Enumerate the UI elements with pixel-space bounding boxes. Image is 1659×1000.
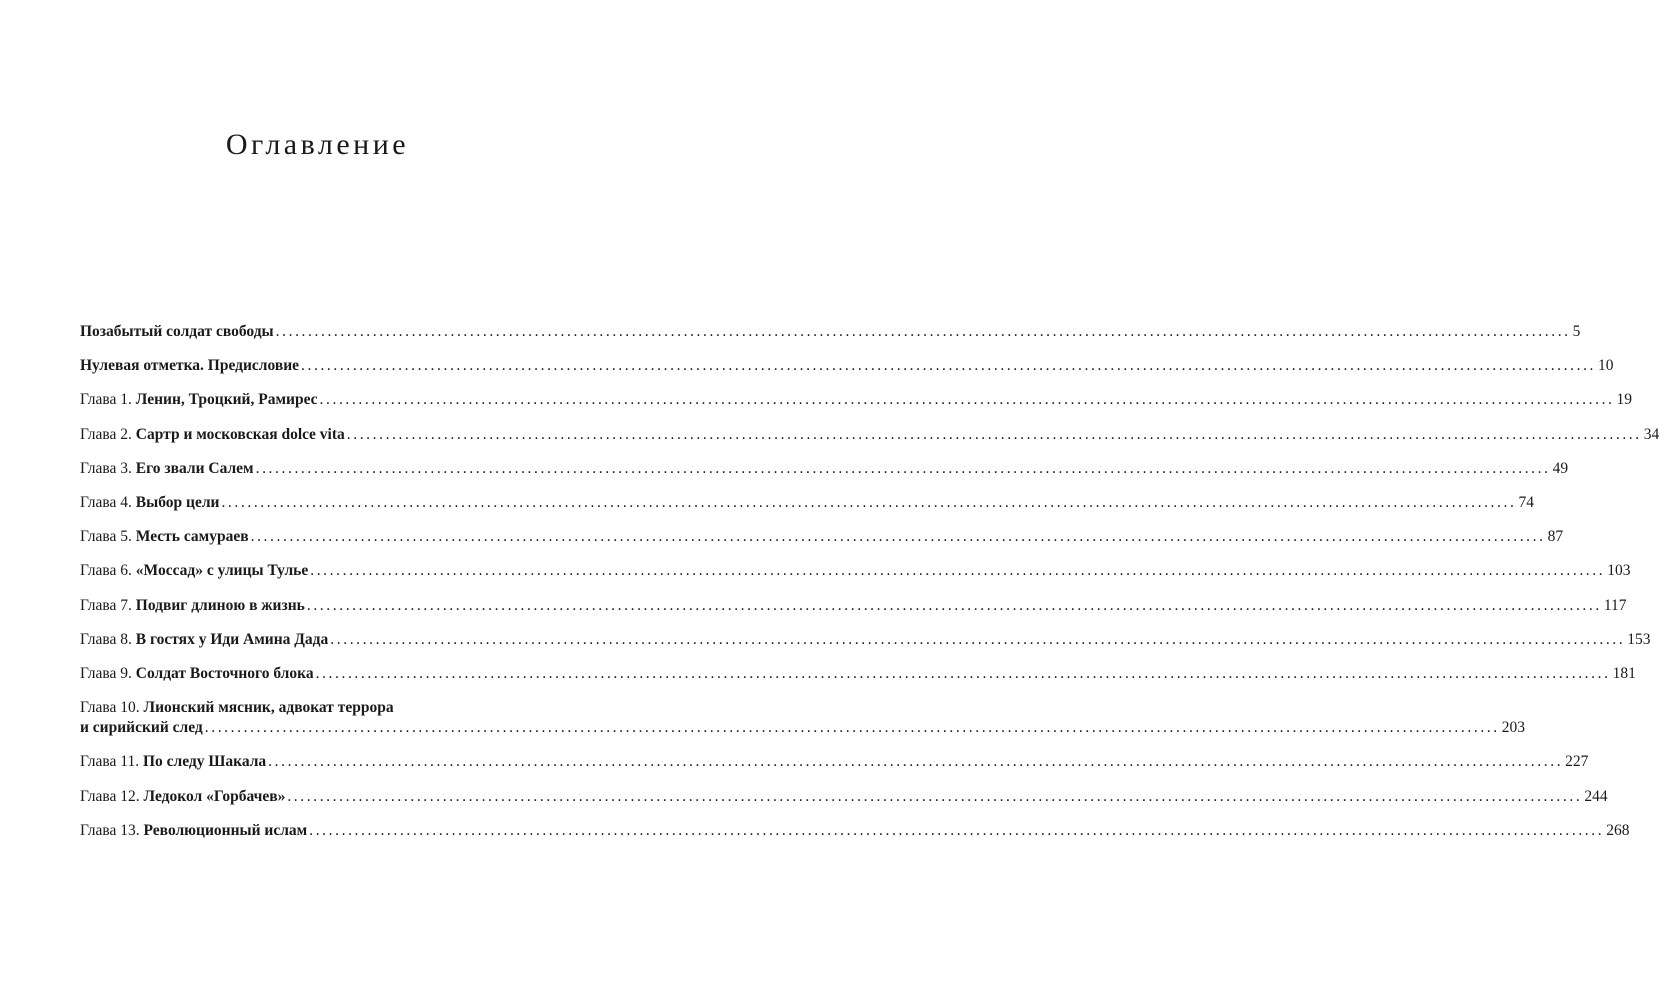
- chapter-number: Глава 4.: [80, 494, 132, 511]
- dot-leader: ........................................................................................................................................................................................................: [268, 753, 1564, 771]
- chapter-number: Глава 2.: [80, 425, 132, 443]
- toc-entry[interactable]: [80, 664, 1636, 684]
- chapter-title: Ледокол «Горбачев»: [143, 787, 286, 805]
- toc-entry[interactable]: [80, 787, 1608, 807]
- chapter-number: Глава 12.: [80, 787, 140, 805]
- chapter-title: Выбор цели: [135, 494, 220, 511]
- chapter-number: Глава 11.: [80, 753, 140, 771]
- chapter-title: По следу Шакала: [142, 753, 267, 771]
- page-number: 181: [1612, 665, 1636, 682]
- page-number: 10: [1598, 357, 1614, 375]
- toc-entry[interactable]: [80, 596, 1627, 616]
- page-number: 49: [1552, 459, 1569, 477]
- page-number: 87: [1547, 528, 1564, 546]
- page-number: 203: [1501, 719, 1525, 737]
- toc-entry[interactable]: [80, 527, 1564, 547]
- chapter-title: В гостях у Иди Амина Дада: [135, 630, 329, 648]
- page-number: 103: [1607, 562, 1631, 580]
- toc-entry[interactable]: [80, 752, 1589, 772]
- toc-entry[interactable]: [80, 630, 1651, 650]
- toc-entry[interactable]: [80, 459, 1569, 479]
- dot-leader: ........................................................................................................................................................................................................: [309, 821, 1605, 839]
- chapter-number: Глава 10.: [80, 699, 140, 717]
- chapter-title: Революционный ислам: [143, 821, 308, 839]
- page-number: 19: [1616, 391, 1633, 409]
- chapter-title: Ленин, Троцкий, Рамирес: [135, 391, 318, 409]
- dot-leader: ........................................................................................................................................................................................................: [315, 665, 1611, 682]
- chapter-title: Месть самураев: [135, 528, 249, 546]
- dot-leader: ........................................................................................................................................................................................................: [330, 630, 1626, 648]
- dot-leader: ........................................................................................................................................................................................................: [346, 425, 1642, 443]
- dot-leader: ........................................................................................................................................................................................................: [275, 323, 1571, 340]
- toc-heading: Оглавление: [225, 128, 410, 161]
- toc-entry[interactable]: [80, 821, 1630, 841]
- chapter-number: Глава 7.: [80, 596, 132, 614]
- toc-entry[interactable]: [80, 698, 1525, 738]
- chapter-number: Глава 3.: [80, 459, 132, 477]
- chapter-number: Глава 6.: [80, 562, 132, 580]
- chapter-title: Лионский мясник, адвокат террора: [143, 699, 394, 717]
- chapter-number: Глава 1.: [80, 391, 132, 409]
- chapter-number: Глава 13.: [80, 821, 140, 839]
- chapter-title: Нулевая отметка. Предисловие: [80, 357, 300, 375]
- page-number: 5: [1572, 323, 1581, 340]
- dot-leader: ........................................................................................................................................................................................................: [255, 459, 1551, 477]
- page-number: 268: [1606, 821, 1630, 839]
- toc-entry[interactable]: [80, 356, 1614, 376]
- toc-entry[interactable]: [80, 493, 1534, 513]
- page-number: 244: [1584, 787, 1608, 805]
- chapter-number: Глава 8.: [80, 630, 132, 648]
- dot-leader: ........................................................................................................................................................................................................: [204, 719, 1500, 737]
- toc-entry[interactable]: [80, 425, 1659, 445]
- page-number: 34: [1643, 425, 1659, 443]
- chapter-title: Позабытый солдат свободы: [80, 323, 274, 340]
- chapter-title-continued: и сирийский след: [80, 719, 203, 737]
- dot-leader: ........................................................................................................................................................................................................: [301, 357, 1597, 375]
- chapter-title: Подвиг длиною в жизнь: [135, 596, 305, 614]
- page-number: 153: [1627, 630, 1651, 648]
- chapter-title: Его звали Салем: [135, 459, 254, 477]
- page-number: 117: [1603, 596, 1627, 614]
- dot-leader: ........................................................................................................................................................................................................: [310, 562, 1606, 580]
- chapter-title: Солдат Восточного блока: [135, 665, 314, 682]
- toc-entry[interactable]: [80, 390, 1633, 410]
- dot-leader: ........................................................................................................................................................................................................: [287, 787, 1583, 805]
- chapter-number: Глава 5.: [80, 528, 132, 546]
- page-number: 74: [1518, 494, 1534, 511]
- toc-entry[interactable]: [80, 322, 1581, 342]
- dot-leader: ........................................................................................................................................................................................................: [250, 528, 1546, 546]
- dot-leader: ........................................................................................................................................................................................................: [306, 596, 1602, 614]
- dot-leader: ........................................................................................................................................................................................................: [221, 494, 1517, 511]
- chapter-title: «Моссад» с улицы Тулье: [135, 562, 309, 580]
- toc-entry[interactable]: [80, 561, 1631, 581]
- dot-leader: ........................................................................................................................................................................................................: [319, 391, 1615, 409]
- page-number: 227: [1565, 753, 1589, 771]
- chapter-title: Сартр и московская dolce vita: [135, 425, 345, 443]
- chapter-number: Глава 9.: [80, 665, 132, 682]
